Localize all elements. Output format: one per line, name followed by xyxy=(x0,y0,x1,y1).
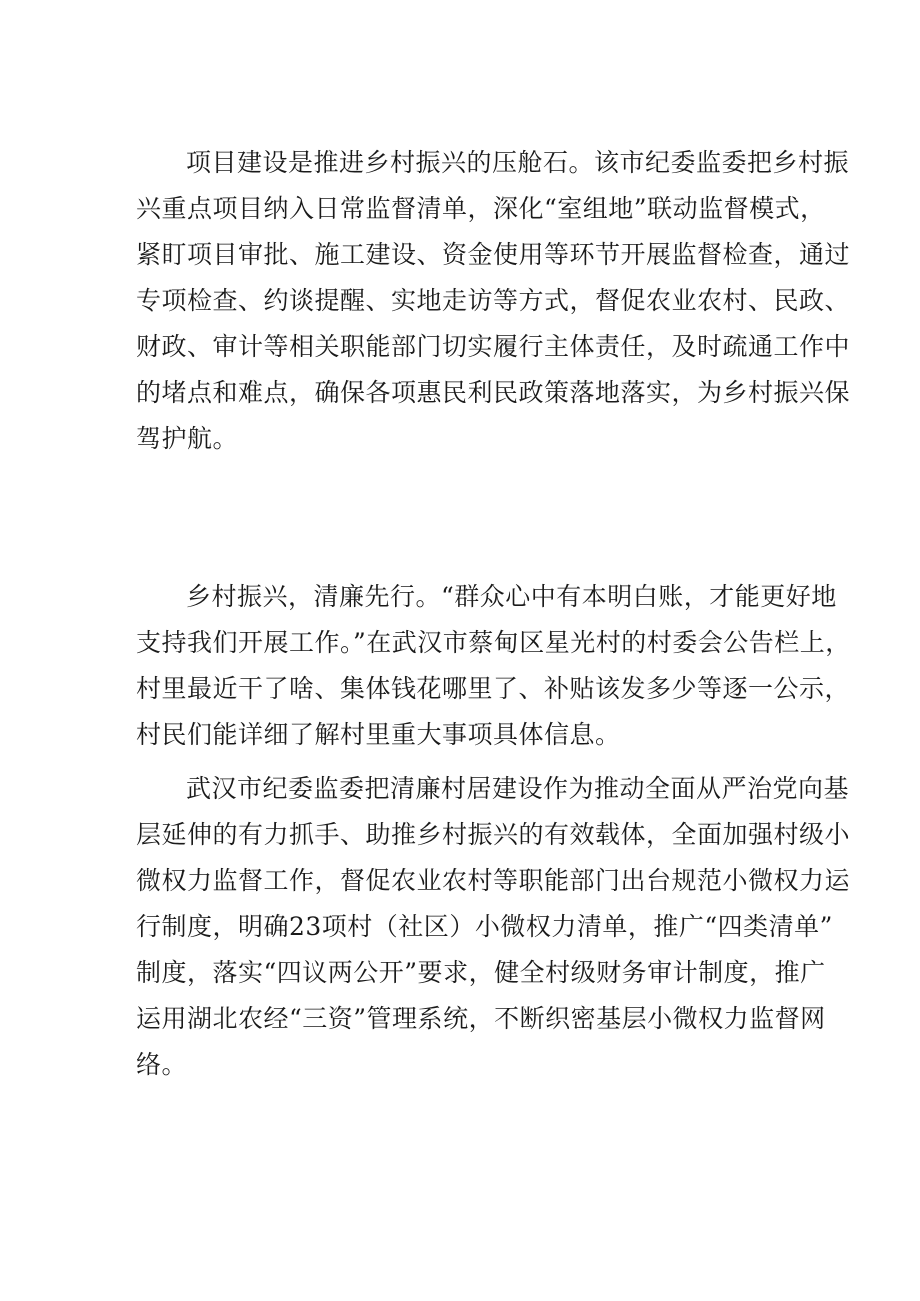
paragraph-line: 支持我们开展工作。”在武汉市蔡甸区星光村的村委会公告栏上， xyxy=(136,628,851,657)
paragraph-line: 乡村振兴，清廉先行。“群众心中有本明白账，才能更好地 xyxy=(186,582,837,611)
paragraph-line: 专项检查、约谈提醒、实地走访等方式，督促农业农村、民政、 xyxy=(136,286,851,315)
paragraph-line: 项目建设是推进乡村振兴的压舱石。该市纪委监委把乡村振 xyxy=(186,148,850,177)
paragraph-line: 微权力监督工作，督促农业农村等职能部门出台规范小微权力运 xyxy=(136,866,851,895)
paragraph-clean-first xyxy=(136,574,851,758)
paragraph-line: 村里最近干了啥、集体钱花哪里了、补贴该发多少等逐一公示， xyxy=(136,674,851,703)
paragraph-line: 络。 xyxy=(136,1050,188,1079)
paragraph-line: 紧盯项目审批、施工建设、资金使用等环节开展监督检查，通过 xyxy=(136,240,851,269)
paragraph-line: 兴重点项目纳入日常监督清单，深化“室组地”联动监督模式， xyxy=(136,194,826,223)
paragraph-line: 驾护航。 xyxy=(136,424,239,453)
paragraph-line: 运用湖北农经“三资”管理系统，不断织密基层小微权力监督网 xyxy=(136,1004,826,1033)
paragraph-line: 的堵点和难点，确保各项惠民利民政策落地落实，为乡村振兴保 xyxy=(136,378,851,407)
paragraph-line: 武汉市纪委监委把清廉村居建设作为推动全面从严治党向基 xyxy=(186,774,850,803)
paragraph-line: 行制度，明确23项村（社区）小微权力清单，推广“四类清单” xyxy=(136,912,833,941)
paragraph-line: 财政、审计等相关职能部门切实履行主体责任，及时疏通工作中 xyxy=(136,332,851,361)
paragraph-clean-village xyxy=(136,766,851,1088)
paragraph-line: 村民们能详细了解村里重大事项具体信息。 xyxy=(136,720,621,749)
paragraph-line: 制度，落实“四议两公开”要求，健全村级财务审计制度，推广 xyxy=(136,958,826,987)
paragraph-line: 层延伸的有力抓手、助推乡村振兴的有效载体，全面加强村级小 xyxy=(136,820,851,849)
paragraph-project-construction xyxy=(136,140,851,462)
